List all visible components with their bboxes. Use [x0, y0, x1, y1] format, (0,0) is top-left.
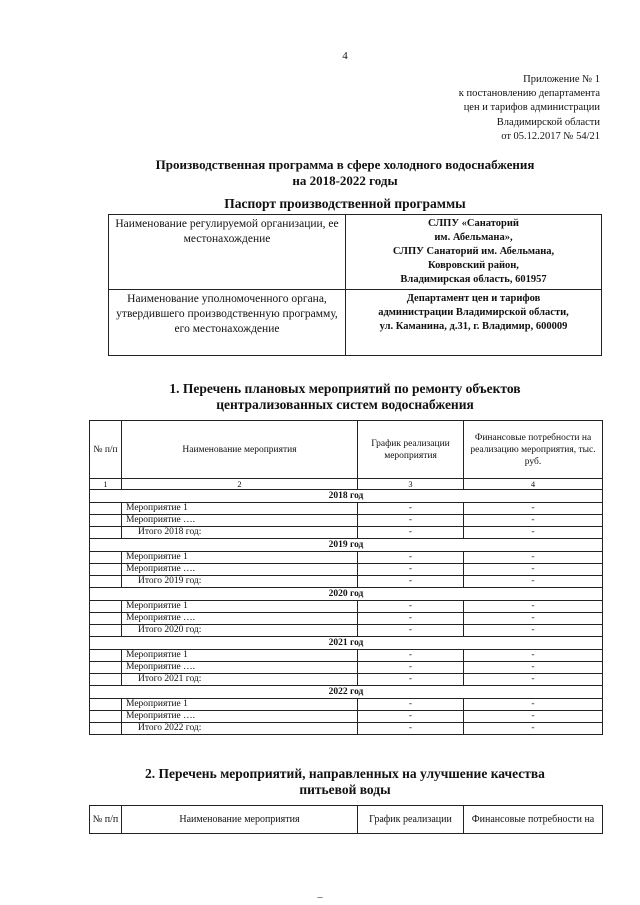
cell-finance: - [464, 576, 603, 588]
title-line: 1. Перечень плановых мероприятий по ремонту объектов [169, 381, 521, 396]
passport-label: Наименование регулируемой организации, ее местонахождение [109, 215, 346, 290]
cell-schedule: - [358, 503, 464, 515]
cell-finance: - [464, 674, 603, 686]
table-row [90, 711, 603, 723]
water-quality-table [89, 805, 603, 834]
passport-table [108, 214, 602, 356]
column-number: 1 [90, 479, 122, 490]
table-row [90, 552, 603, 564]
year-row [90, 686, 603, 699]
header-num: № п/п [90, 806, 122, 834]
cell-schedule: - [358, 674, 464, 686]
year-row [90, 637, 603, 650]
cell-num [90, 527, 122, 539]
year-row [90, 539, 603, 552]
cell-schedule: - [358, 625, 464, 637]
passport-value [346, 290, 602, 356]
year-row [90, 490, 603, 503]
header-name: Наименование мероприятия [122, 421, 358, 479]
table-row [90, 625, 603, 637]
table-row [90, 601, 603, 613]
cell-schedule: - [358, 711, 464, 723]
cell-name: Итого 2022 год: [122, 723, 358, 735]
table-row [90, 564, 603, 576]
cell-num [90, 576, 122, 588]
title-line: на 2018-2022 годы [292, 173, 398, 188]
table-row [90, 650, 603, 662]
title-line: Производственная программа в сфере холодного водоснабжения [155, 157, 535, 172]
cell-num [90, 674, 122, 686]
table-row [90, 699, 603, 711]
passport-title: Паспорт производственной программы [224, 196, 466, 211]
passport-value [346, 215, 602, 290]
table-row [90, 527, 603, 539]
cell-finance: - [464, 527, 603, 539]
appendix-line: цен и тарифов администрации [463, 102, 600, 114]
table-row [90, 674, 603, 686]
cell-schedule: - [358, 515, 464, 527]
table-body [90, 490, 603, 735]
cell-finance: - [464, 515, 603, 527]
year-label: 2022 год [90, 686, 603, 699]
value-line: Ковровский район, [428, 260, 519, 271]
cell-num [90, 625, 122, 637]
appendix-line: к постановлению департамента [458, 88, 600, 100]
column-number: 3 [358, 479, 464, 490]
value-line: СЛПУ Санаторий им. Абельмана, [392, 246, 555, 257]
cell-num [90, 650, 122, 662]
value-line: администрации Владимирской области, [378, 307, 569, 318]
header-num: № п/п [90, 421, 122, 479]
header-schedule: График реализации [358, 806, 464, 834]
cell-finance: - [464, 662, 603, 674]
value-line: Владимирская область, 601957 [400, 274, 547, 285]
passport-row [109, 215, 602, 290]
page-number: 4 [342, 50, 348, 62]
passport-label: Наименование уполномоченного органа, утвердившего производственную программу, его местонахождение [109, 290, 346, 356]
cell-finance: - [464, 699, 603, 711]
section1-title [0, 381, 640, 413]
cell-finance: - [464, 552, 603, 564]
cell-finance: - [464, 601, 603, 613]
cell-finance: - [464, 564, 603, 576]
cell-name: Мероприятие …. [122, 564, 358, 576]
repairs-table [89, 420, 603, 735]
header-finance: Финансовые потребности на [464, 806, 603, 834]
value-line: СЛПУ «Санаторий [428, 218, 519, 229]
cell-name: Мероприятие …. [122, 711, 358, 723]
table-header-row [90, 421, 603, 479]
cell-name: Итого 2021 год: [122, 674, 358, 686]
table-row [90, 576, 603, 588]
cell-finance: - [464, 723, 603, 735]
document-title [0, 157, 640, 189]
cell-finance: - [464, 650, 603, 662]
cell-name: Мероприятие …. [122, 662, 358, 674]
year-label: 2018 год [90, 490, 603, 503]
header-schedule: График реализации мероприятия [358, 421, 464, 479]
cell-num [90, 711, 122, 723]
cell-num [90, 662, 122, 674]
header-name: Наименование мероприятия [122, 806, 358, 834]
cell-name: Мероприятие …. [122, 515, 358, 527]
cell-name: Итого 2020 год: [122, 625, 358, 637]
cell-name: Мероприятие 1 [122, 650, 358, 662]
cell-num [90, 699, 122, 711]
cell-name: Мероприятие 1 [122, 601, 358, 613]
title-line: централизованных систем водоснабжения [216, 397, 474, 412]
cell-finance: - [464, 613, 603, 625]
year-row [90, 588, 603, 601]
cell-schedule: - [358, 527, 464, 539]
table-row [90, 662, 603, 674]
column-number-row [90, 479, 603, 490]
cell-schedule: - [358, 662, 464, 674]
cell-finance: - [464, 711, 603, 723]
cell-schedule: - [358, 564, 464, 576]
year-label: 2021 год [90, 637, 603, 650]
value-line: им. Абельмана», [434, 232, 513, 243]
cell-name: Мероприятие 1 [122, 699, 358, 711]
cell-num [90, 515, 122, 527]
year-label: 2020 год [90, 588, 603, 601]
cell-num [90, 503, 122, 515]
appendix-line: Приложение № 1 [523, 74, 600, 85]
cell-schedule: - [358, 576, 464, 588]
cell-schedule: - [358, 650, 464, 662]
cell-schedule: - [358, 723, 464, 735]
table-row [90, 613, 603, 625]
table-row [90, 515, 603, 527]
bottom-mark: – [317, 892, 323, 903]
table-row [90, 503, 603, 515]
passport-row [109, 290, 602, 356]
table-row [90, 723, 603, 735]
appendix-block [404, 73, 600, 144]
cell-name: Мероприятие …. [122, 613, 358, 625]
cell-num [90, 564, 122, 576]
cell-name: Итого 2018 год: [122, 527, 358, 539]
value-line: Департамент цен и тарифов [406, 293, 541, 304]
header-finance: Финансовые потребности на реализацию мероприятия, тыс. руб. [464, 421, 603, 479]
cell-schedule: - [358, 601, 464, 613]
cell-finance: - [464, 503, 603, 515]
cell-schedule: - [358, 552, 464, 564]
cell-name: Мероприятие 1 [122, 503, 358, 515]
cell-schedule: - [358, 699, 464, 711]
cell-num [90, 552, 122, 564]
cell-finance: - [464, 625, 603, 637]
value-line: ул. Каманина, д.31, г. Владимир, 600009 [379, 321, 568, 332]
cell-name: Мероприятие 1 [122, 552, 358, 564]
table-header-row [90, 806, 603, 834]
section2-title [0, 766, 640, 798]
cell-schedule: - [358, 613, 464, 625]
title-line: 2. Перечень мероприятий, направленных на улучшение качества [145, 766, 545, 781]
cell-num [90, 613, 122, 625]
column-number: 2 [122, 479, 358, 490]
cell-num [90, 723, 122, 735]
cell-num [90, 601, 122, 613]
column-number: 4 [464, 479, 603, 490]
cell-name: Итого 2019 год: [122, 576, 358, 588]
appendix-line: от 05.12.2017 № 54/21 [501, 130, 600, 142]
year-label: 2019 год [90, 539, 603, 552]
appendix-line: Владимирской области [496, 116, 600, 128]
title-line: питьевой воды [299, 782, 391, 797]
